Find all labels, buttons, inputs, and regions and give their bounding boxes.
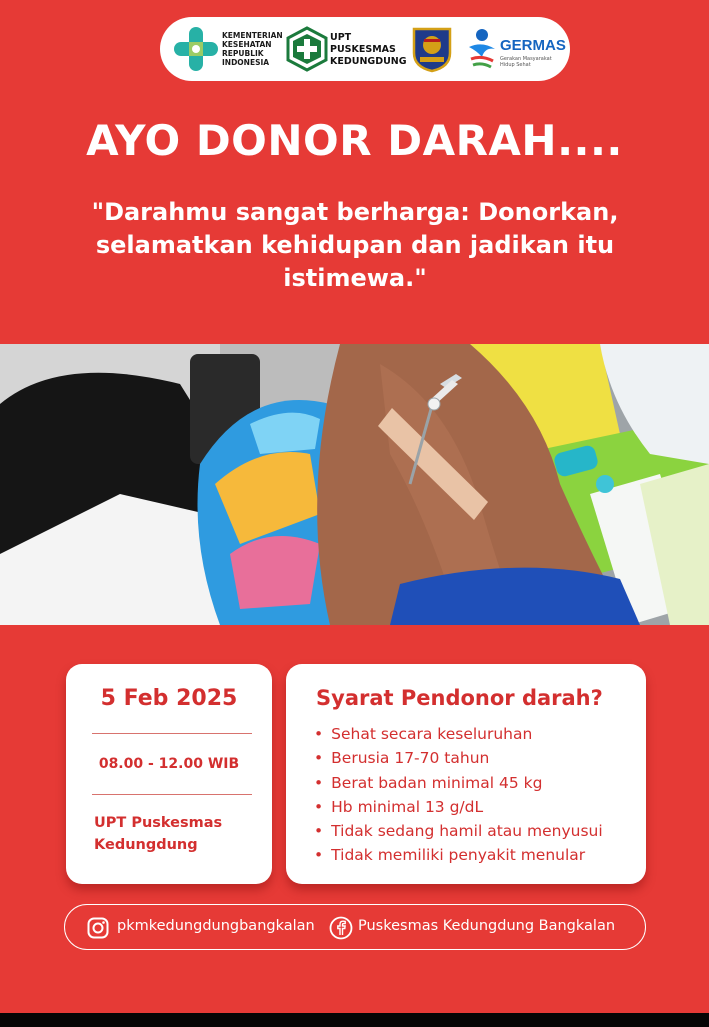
kemenkes-logo-icon [172, 25, 220, 73]
divider [92, 733, 252, 734]
instagram-handle[interactable]: pkmkedungdungbangkalan [117, 918, 315, 934]
list-item: • Tidak sedang hamil atau menyusui [314, 819, 603, 843]
requirements-title: Syarat Pendonor darah? [316, 686, 603, 710]
facebook-page[interactable]: Puskesmas Kedungdung Bangkalan [358, 918, 616, 934]
kemenkes-label: KEMENTERIAN KESEHATAN REPUBLIK INDONESIA [222, 31, 283, 67]
requirements-list [314, 722, 603, 868]
list-item: • Sehat secara keseluruhan [314, 722, 603, 746]
logo-bar [160, 17, 570, 81]
event-place: UPT Puskesmas Kedungdung [94, 815, 223, 853]
headline: AYO DONOR DARAH.... [86, 116, 623, 165]
event-date: 5 Feb 2025 [100, 686, 238, 711]
bottom-bar [0, 1013, 709, 1027]
regency-seal-icon [410, 25, 454, 73]
requirements-card [286, 664, 646, 884]
event-time: 08.00 - 12.00 WIB [98, 756, 240, 772]
facebook-icon[interactable] [329, 916, 353, 940]
list-item: • Tidak memiliki penyakit menular [314, 843, 603, 867]
germas-logo-icon [465, 27, 499, 71]
list-item: • Berusia 17-70 tahun [314, 746, 603, 770]
donation-photo [0, 344, 709, 625]
puskesmas-logo-icon [286, 26, 328, 72]
social-bar [64, 904, 646, 950]
event-info-card [66, 664, 272, 884]
list-item: • Hb minimal 13 g/dL [314, 795, 603, 819]
list-item: • Berat badan minimal 45 kg [314, 771, 603, 795]
divider [92, 794, 252, 795]
instagram-icon[interactable] [87, 917, 109, 939]
germas-subtitle: Gerakan Masyarakat Hidup Sehat [500, 56, 552, 68]
quote: "Darahmu sangat berharga: Donorkan, selamatkan kehidupan dan jadikan itu istimewa." [91, 198, 619, 292]
germas-title: GERMAS [500, 37, 566, 54]
puskesmas-label: UPT PUSKESMAS KEDUNGDUNG [330, 32, 407, 67]
